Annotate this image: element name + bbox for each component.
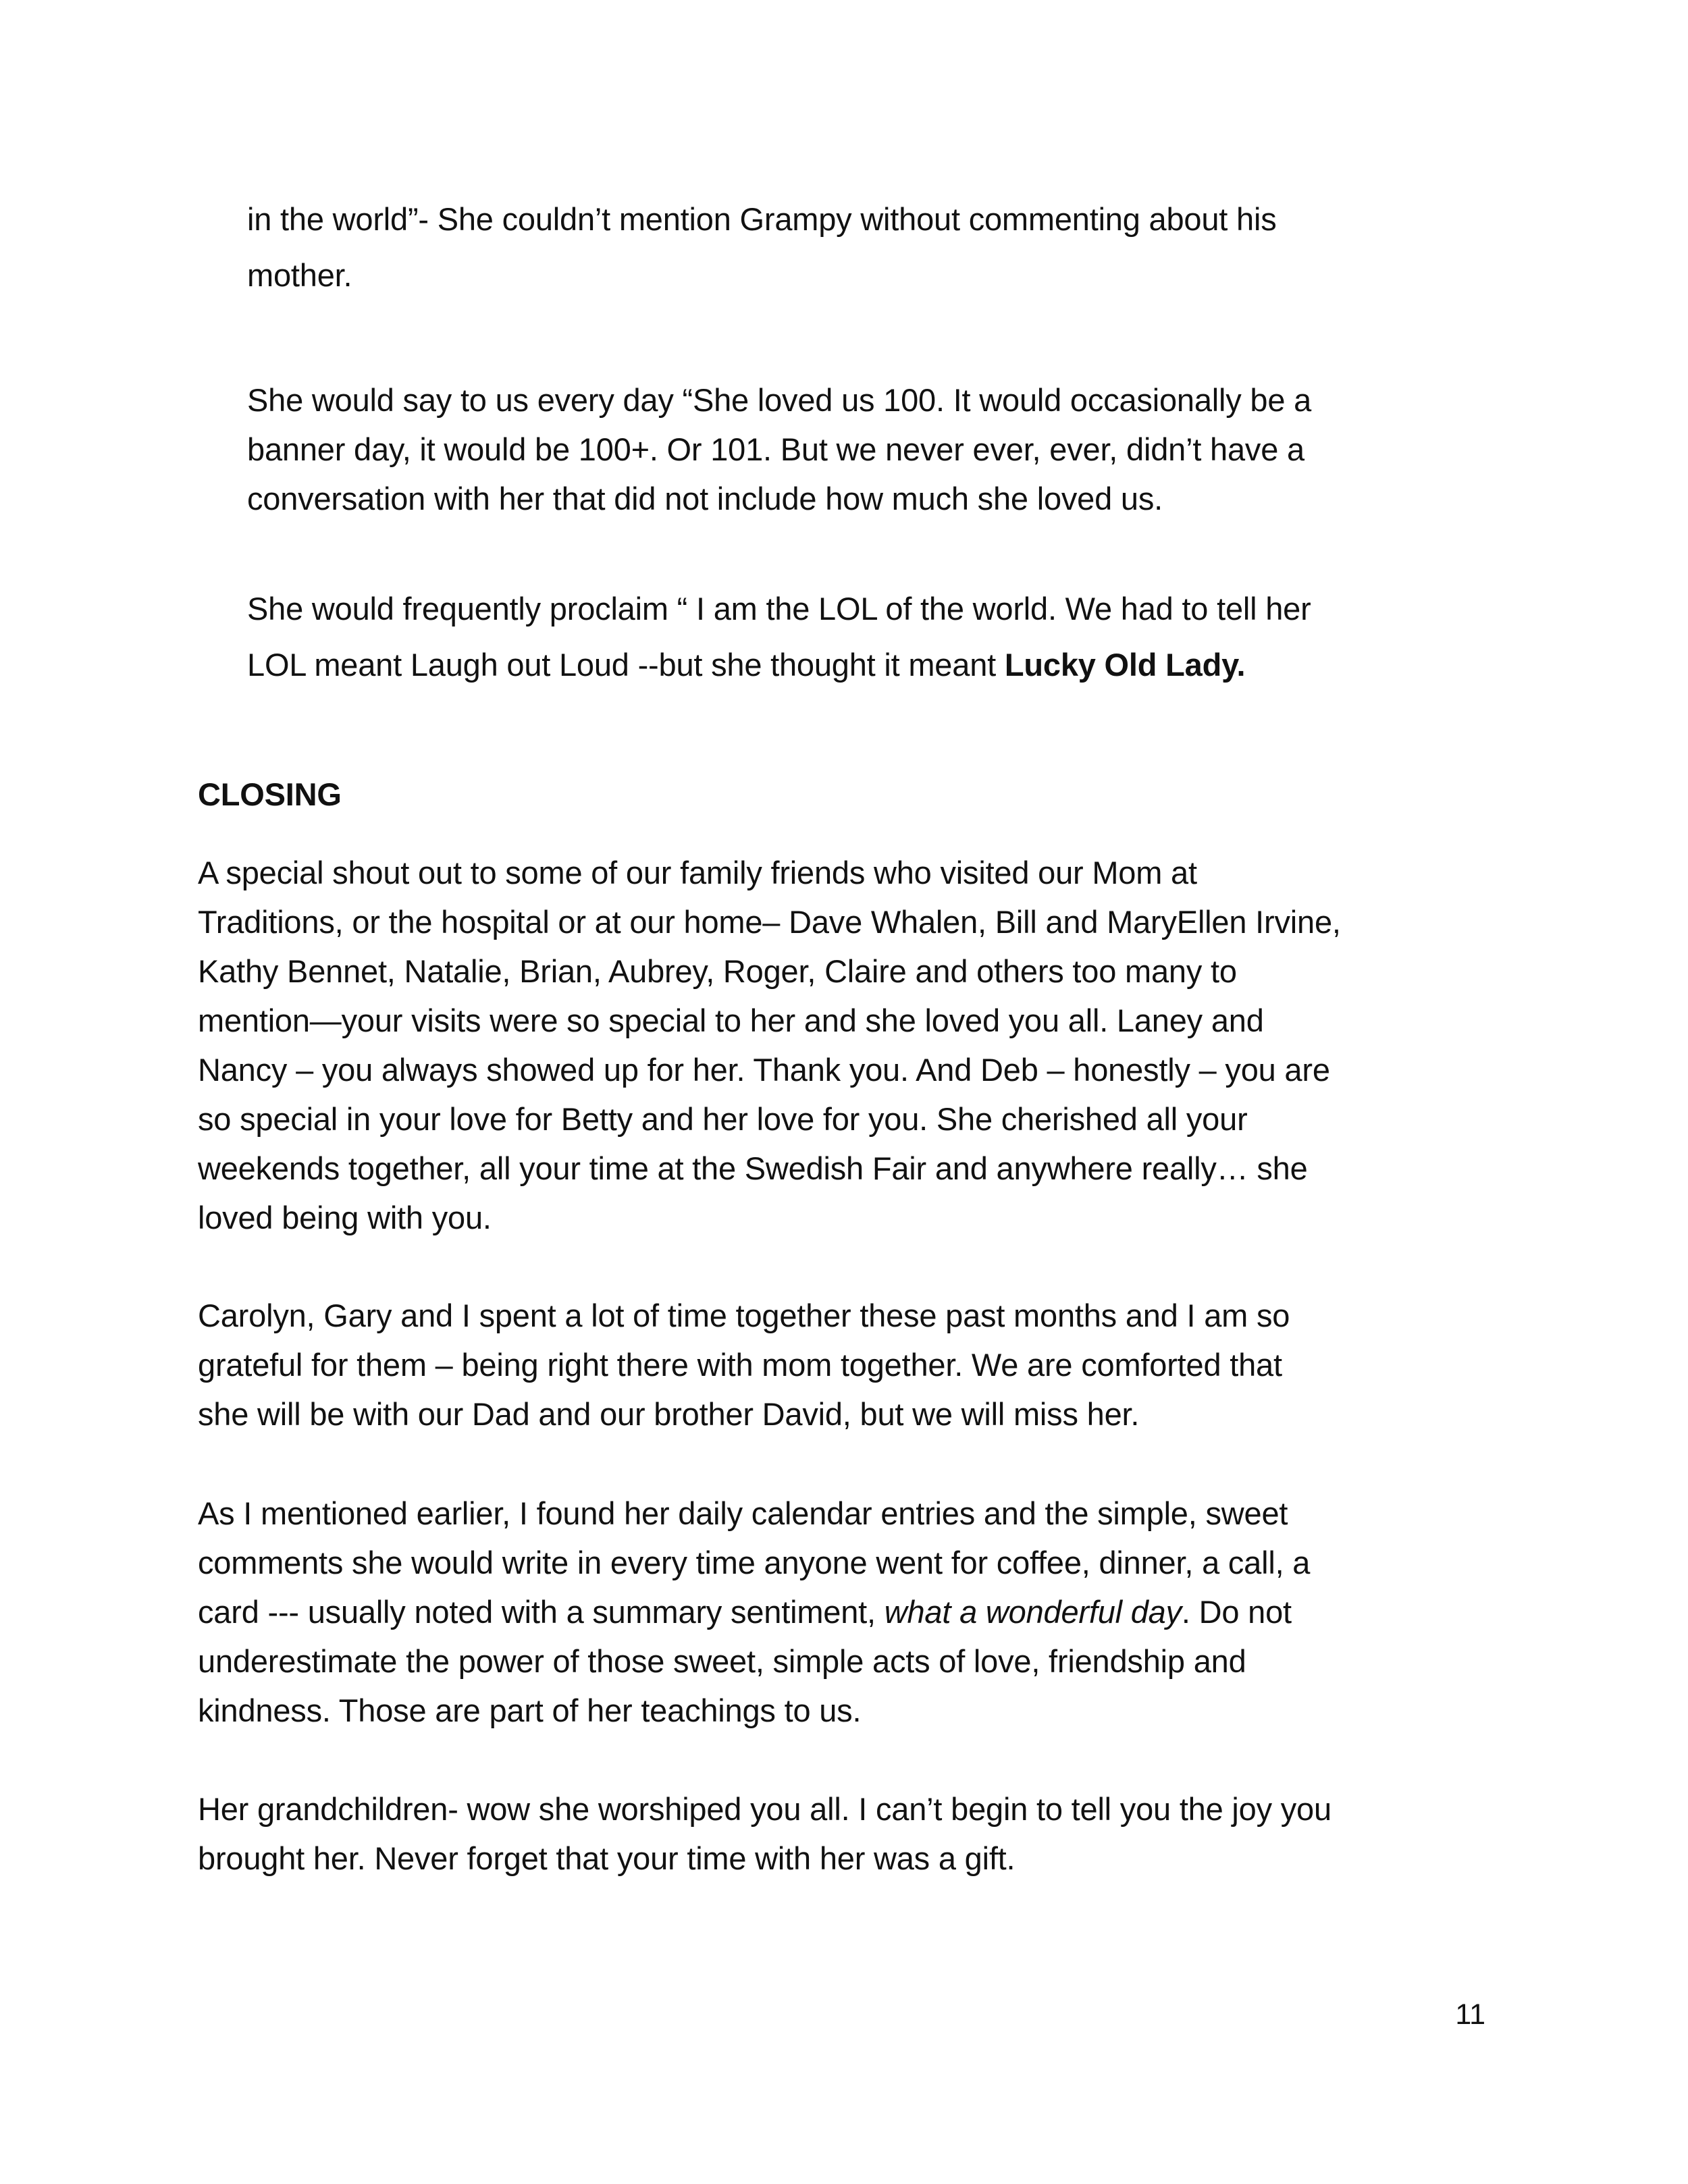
text-segment: LOL meant Laugh out Loud --but she thought it meant <box>247 647 1005 683</box>
text-line: grateful for them – being right there with mom together. We are comforted that <box>198 1347 1282 1383</box>
text-segment: card --- usually noted with a summary sentiment, <box>198 1594 885 1630</box>
paragraph-loved-us-100 <box>247 375 1311 523</box>
text-line: Nancy – you always showed up for her. Thank you. And Deb – honestly – you are <box>198 1052 1330 1088</box>
paragraph-carolyn-gary <box>198 1291 1290 1439</box>
text-line: As I mentioned earlier, I found her daily calendar entries and the simple, sweet <box>198 1495 1288 1531</box>
paragraph-shout-out <box>198 848 1341 1242</box>
bold-phrase: Lucky Old Lady. <box>1004 647 1246 683</box>
text-line: mother. <box>247 257 352 293</box>
paragraph-grandchildren <box>198 1784 1331 1883</box>
page-number: 11 <box>1455 1998 1485 2031</box>
text-line: she will be with our Dad and our brother David, but we will miss her. <box>198 1396 1140 1432</box>
text-line: She would say to us every day “She loved us 100. It would occasionally be a <box>247 382 1312 418</box>
text-segment: . Do not <box>1181 1594 1292 1630</box>
text-line: She would frequently proclaim “ I am the LOL of the world. We had to tell her <box>247 591 1311 627</box>
text-line <box>247 637 1311 693</box>
text-line: banner day, it would be 100+. Or 101. But we never ever, ever, didn’t have a <box>247 431 1304 467</box>
text-line: brought her. Never forget that your time with her was a gift. <box>198 1840 1016 1876</box>
text-line: underestimate the power of those sweet, simple acts of love, friendship and <box>198 1643 1246 1679</box>
text-line: kindness. Those are part of her teachings to us. <box>198 1693 862 1728</box>
text-line: so special in your love for Betty and her love for you. She cherished all your <box>198 1101 1248 1137</box>
text-line <box>198 1587 1310 1636</box>
text-line: Kathy Bennet, Natalie, Brian, Aubrey, Roger, Claire and others too many to <box>198 953 1237 989</box>
text-line: in the world”- She couldn’t mention Grampy without commenting about his <box>247 201 1277 237</box>
text-line: comments she would write in every time anyone went for coffee, dinner, a call, a <box>198 1545 1311 1580</box>
text-line: loved being with you. <box>198 1200 492 1235</box>
text-line: Carolyn, Gary and I spent a lot of time together these past months and I am so <box>198 1298 1290 1333</box>
text-line: mention—your visits were so special to her and she loved you all. Laney and <box>198 1003 1264 1038</box>
italic-phrase: what a wonderful day <box>884 1594 1182 1630</box>
text-line: weekends together, all your time at the Swedish Fair and anywhere really… she <box>198 1150 1308 1186</box>
paragraph-grampy-mother <box>247 191 1277 303</box>
text-line: Her grandchildren- wow she worshiped you all. I can’t begin to tell you the joy you <box>198 1791 1331 1827</box>
text-line: Traditions, or the hospital or at our home– Dave Whalen, Bill and MaryEllen Irvine, <box>198 904 1341 940</box>
paragraph-lucky-old-lady <box>247 581 1311 693</box>
text-line: conversation with her that did not include how much she loved us. <box>247 481 1163 516</box>
text-line: A special shout out to some of our family friends who visited our Mom at <box>198 855 1197 890</box>
section-heading-closing: CLOSING <box>198 776 342 812</box>
paragraph-calendar-entries <box>198 1489 1310 1735</box>
